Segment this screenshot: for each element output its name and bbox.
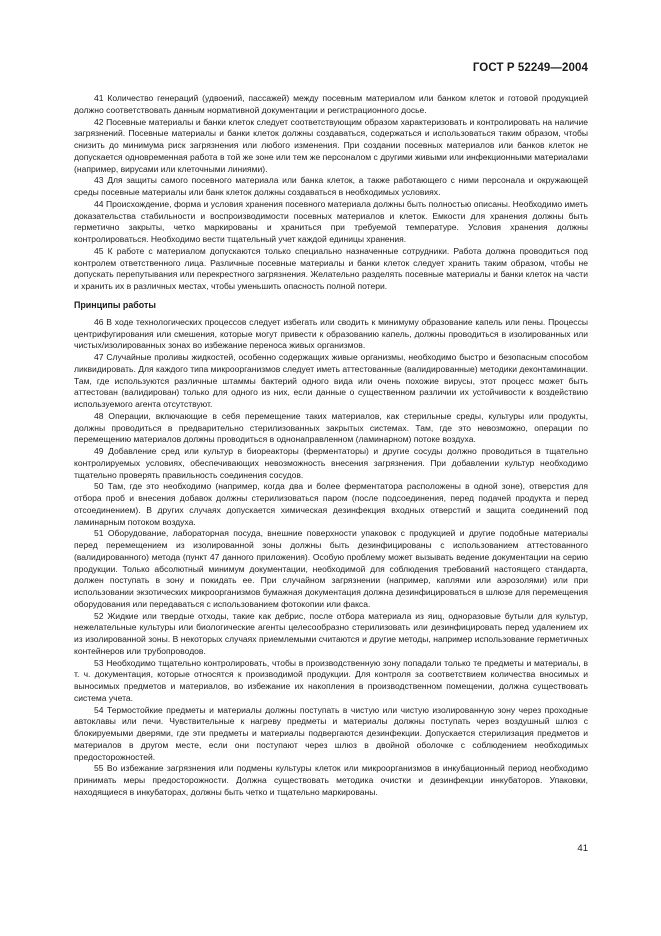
document-header: ГОСТ Р 52249—2004 xyxy=(472,62,588,74)
paragraph-49: 49 Добавление сред или культур в биореакторы (ферментаторы) и другие сосуды должно проводиться в тщательно контролируемых условиях, обеспечивающих невозможность внесения загрязнения. При добавлении культур необходимо тщательно проверять правильность соединения сосудов. xyxy=(74,446,588,480)
paragraph-43: 43 Для защиты самого посевного материала или банка клеток, а также работающего с ними персонала и окружающей среды посевные материалы или банк клеток должны создаваться в необходимых условиях. xyxy=(74,175,588,197)
document-body xyxy=(74,93,588,799)
paragraph-53: 53 Необходимо тщательно контролировать, чтобы в производственную зону попадали только те предметы и материалы, в т. ч. документация, которые относятся к производимой продукции. Для контроля за соответствием количества вносимых и выносимых предметов и материалов, во избежание их накопления в производственном помещении, должна существовать система учета. xyxy=(74,657,588,703)
paragraph-50: 50 Там, где это необходимо (например, когда два и более ферментатора расположены в одной зоне), отверстия для отбора проб и внесения добавок должны стерилизоваться паром (после подсоединения, перед подачей продукта и перед отсоединением). В других случаях допускается химическая дезинфекция входных отверстий и защита соединений под ламинарным потоком воздуха. xyxy=(74,481,588,527)
page-number: 41 xyxy=(577,843,588,854)
paragraph-46: 46 В ходе технологических процессов следует избегать или сводить к минимуму образование капель или пены. Процессы центрифугирования или смешения, которые могут привести к образованию капель, должны проводиться в изолированных или чистых/изолированных зонах во избежание переноса живых организмов. xyxy=(74,316,588,351)
paragraph-41: 41 Количество генераций (удвоений, пассажей) между посевным материалом или банком клеток и готовой продукцией должно соответствовать данным нормативной документации и регистрационного досье. xyxy=(74,93,588,115)
paragraph-48: 48 Операции, включающие в себя перемещение таких материалов, как стерильные среды, культуры или продукты, должны проводиться в предварительно стерилизованных закрытых системах. Там, где это невозможно, операции по перемещению материалов должны проводиться в однонаправленном (ламинарном) потоке воздуха. xyxy=(74,410,588,445)
paragraph-52: 52 Жидкие или твердые отходы, такие как дебрис, после отбора материала из яиц, одноразовые бутыли для культур, нежелательные культуры или биологические агенты целесообразно стерилизовать или дезинфицировать перед удалением их из изолированной зоны. В некоторых случаях приемлемыми считаются и другие методы, например использование герметичных контейнеров или трубопроводов. xyxy=(74,610,588,656)
paragraph-55: 55 Во избежание загрязнения или подмены культуры клеток или микроорганизмов в инкубационный период необходимо принимать меры предосторожности. Должна существовать методика очистки и дезинфекции инкубаторов. Упаковки, находящиеся в инкубаторах, должны быть четко и тщательно маркированы. xyxy=(74,763,588,797)
section-heading: Принципы работы xyxy=(74,299,156,310)
paragraph-44: 44 Происхождение, форма и условия хранения посевного материала должны быть полностью описаны. Необходимо иметь доказательства стабильности и воспроизводимости посевных материалов и клеток. Емкости для хранения должны быть герметично закрыты, четко маркированы и храниться при требуемой температуре. Условия хранения должны контролироваться. Необходимо вести тщательный учет каждой единицы хранения. xyxy=(74,198,588,244)
paragraph-54: 54 Термостойкие предметы и материалы должны поступать в чистую или чистую изолированную зону через проходные автоклавы или печи. Чувствительные к нагреву предметы и материалы должны поступать через воздушный шлюз с блокируемыми дверями, где эти предметы и материалы подвергаются дезинфекции. Допускается стерилизация предметов и материалов в другом месте, если они поступают через шлюз в двойной оболочке с соблюдением необходимых предосторожностей. xyxy=(74,704,588,762)
paragraph-42: 42 Посевные материалы и банки клеток следует соответствующим образом характеризовать и контролировать на наличие загрязнений. Посевные материалы и банки клеток должны создаваться, содержаться и использоваться таким образом, чтобы снизить до минимума риск загрязнения или любого изменения. При создании посевных материалов или банков клеток не допускается одновременная работа в той же зоне или тем же персоналом с другими живыми или инфекционными материалами (например, вирусами или клеточными линиями). xyxy=(74,116,588,174)
paragraph-51: 51 Оборудование, лабораторная посуда, внешние поверхности упаковок с продукцией и другие подобные материалы перед перемещением из изолированной зоны должны быть дезинфицированы с использованием аттестованного (валидированного) метода (пункт 47 данного приложения). Особую проблему может вызывать ведение документации на серию продукции. Только абсолютный минимум документации, необходимой для соблюдения требований настоящего стандарта, должен поступать в зону и покидать ее. При случайном загрязнении (например, каплями или аэрозолями) или при использовании экзотических микроорганизмов бумажная документация должна дезинфицироваться в шлюзе для перемещения оборудования или передаваться с использованием фотокопии или факса. xyxy=(74,528,588,609)
paragraph-45: 45 К работе с материалом допускаются только специально назначенные сотрудники. Работа должна проводиться под контролем ответственного лица. Различные посевные материалы и банки клеток следует хранить таким образом, чтобы не допускать перепутывания или перекрестного загрязнения. Желательно разделять посевные материалы и банки клеток на части и хранить их в различных местах, чтобы уменьшить опасность полной потери. xyxy=(74,245,588,291)
paragraph-47: 47 Случайные проливы жидкостей, особенно содержащих живые организмы, необходимо быстро и безопасным способом ликвидировать. Для каждого типа микроорганизмов следует иметь аттестованные (валидированные) методики деконтаминации. Там, где используются различные штаммы бактерий одного вида или очень похожие вирусы, этот процесс может быть аттестован (валидирован) только для одного из них, если данные о существенном различии их устойчивости к воздействию используемого агента отсутствуют. xyxy=(74,352,588,409)
